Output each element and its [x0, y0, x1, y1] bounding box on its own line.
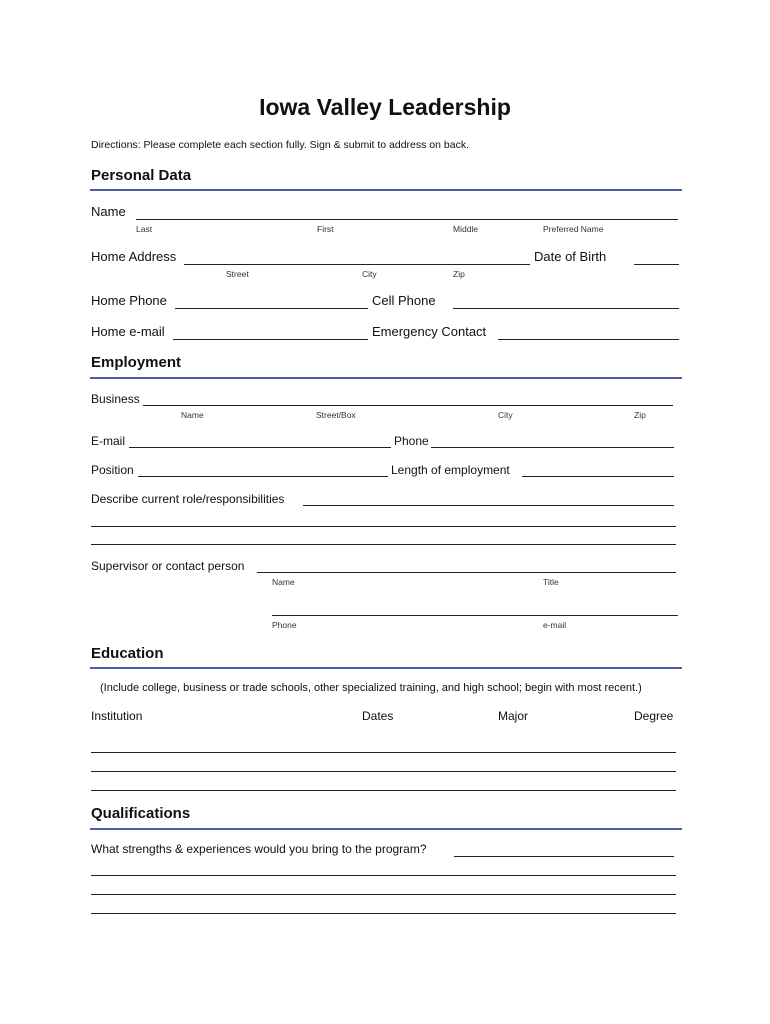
name-sub-last: Last — [136, 224, 153, 234]
directions: Directions: Please complete each section fully. Sign & submit to address on back. — [91, 139, 469, 151]
col-degree: Degree — [634, 709, 674, 723]
qualifications-question: What strengths & experiences would you bring to the program? — [91, 842, 427, 856]
section-divider — [90, 377, 682, 379]
col-dates: Dates — [362, 709, 394, 723]
describe-role-field[interactable] — [303, 505, 674, 506]
business-sub-name: Name — [181, 410, 204, 420]
education-heading: Education — [91, 645, 164, 662]
business-label: Business — [91, 392, 140, 406]
supervisor-field[interactable] — [257, 572, 676, 573]
education-row[interactable] — [91, 752, 676, 753]
cell-phone-field[interactable] — [453, 308, 679, 309]
home-address-label: Home Address — [91, 249, 177, 264]
supervisor-contact-field[interactable] — [272, 615, 678, 616]
qualifications-heading: Qualifications — [91, 805, 191, 822]
qualifications-line-3[interactable] — [91, 894, 676, 895]
education-row[interactable] — [91, 790, 676, 791]
length-employment-field[interactable] — [522, 476, 674, 477]
home-email-label: Home e-mail — [91, 324, 165, 339]
name-label: Name — [91, 204, 126, 219]
home-phone-label: Home Phone — [91, 293, 167, 308]
qualifications-field[interactable] — [454, 856, 674, 857]
position-field[interactable] — [138, 476, 388, 477]
section-divider — [90, 189, 682, 191]
supervisor-sub-title: Title — [543, 577, 559, 587]
emergency-contact-field[interactable] — [498, 339, 679, 340]
position-label: Position — [91, 463, 134, 477]
describe-role-label: Describe current role/responsibilities — [91, 492, 285, 506]
address-sub-city: City — [362, 269, 377, 279]
qualifications-line-2[interactable] — [91, 875, 676, 876]
home-email-field[interactable] — [173, 339, 368, 340]
col-major: Major — [498, 709, 529, 723]
describe-role-line-2[interactable] — [91, 526, 676, 527]
supervisor-sub-email: e-mail — [543, 620, 567, 630]
business-sub-zip: Zip — [634, 410, 646, 420]
work-phone-label: Phone — [394, 434, 429, 448]
home-phone-field[interactable] — [175, 308, 368, 309]
cell-phone-label: Cell Phone — [372, 293, 436, 308]
emergency-contact-label: Emergency Contact — [372, 324, 487, 339]
business-field[interactable] — [143, 405, 673, 406]
address-sub-street: Street — [226, 269, 249, 279]
name-field[interactable] — [136, 219, 678, 220]
length-employment-label: Length of employment — [391, 463, 510, 477]
address-sub-zip: Zip — [453, 269, 465, 279]
business-sub-city: City — [498, 410, 513, 420]
section-divider — [90, 667, 682, 669]
business-sub-street: Street/Box — [316, 410, 356, 420]
supervisor-label: Supervisor or contact person — [91, 559, 245, 573]
supervisor-sub-name: Name — [272, 577, 295, 587]
personal-data-heading: Personal Data — [91, 167, 192, 184]
education-row[interactable] — [91, 771, 676, 772]
home-address-field[interactable] — [184, 264, 530, 265]
name-sub-preferred: Preferred Name — [543, 224, 604, 234]
describe-role-line-3[interactable] — [91, 544, 676, 545]
employment-heading: Employment — [91, 354, 182, 371]
work-email-label: E-mail — [91, 434, 126, 448]
dob-label: Date of Birth — [534, 249, 607, 264]
section-divider — [90, 828, 682, 830]
work-phone-field[interactable] — [431, 447, 674, 448]
form-title: Iowa Valley Leadership — [259, 94, 511, 120]
work-email-field[interactable] — [129, 447, 391, 448]
name-sub-first: First — [317, 224, 334, 234]
supervisor-sub-phone: Phone — [272, 620, 297, 630]
name-sub-middle: Middle — [453, 224, 479, 234]
col-institution: Institution — [91, 709, 143, 723]
qualifications-line-4[interactable] — [91, 913, 676, 914]
education-note: (Include college, business or trade schools, other specialized training, and high school; begin with most recent.) — [100, 682, 642, 694]
dob-field[interactable] — [634, 264, 679, 265]
